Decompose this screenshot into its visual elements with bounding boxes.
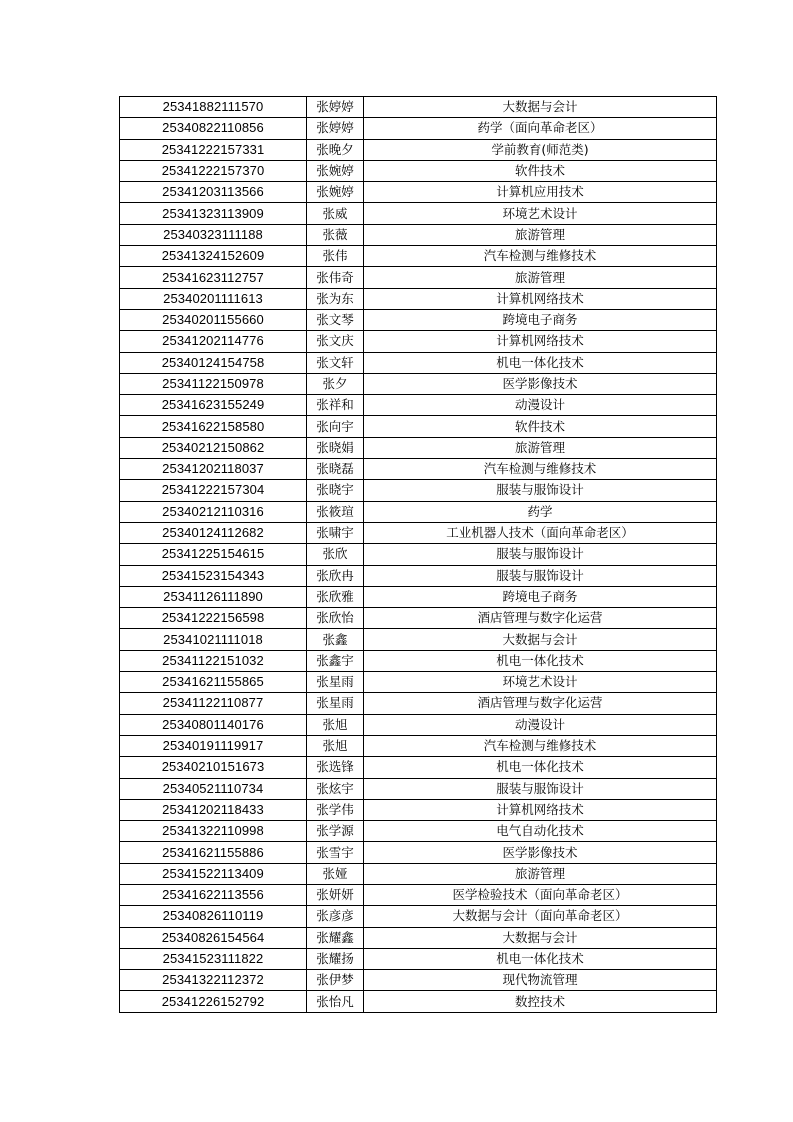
table-row [120,522,717,543]
candidate-id-cell: 25341202114776 [120,331,307,352]
candidate-id-cell: 25341122110877 [120,693,307,714]
major-cell: 汽车检测与维修技术 [364,735,717,756]
candidate-id-cell: 25341222157304 [120,480,307,501]
candidate-id-cell: 25340212150862 [120,437,307,458]
candidate-id-cell: 25341621155865 [120,672,307,693]
major-cell: 电气自动化技术 [364,821,717,842]
major-cell: 现代物流管理 [364,970,717,991]
table-row [120,139,717,160]
major-cell: 服装与服饰设计 [364,778,717,799]
table-row [120,395,717,416]
candidate-id-cell: 25340191119917 [120,735,307,756]
student-name-cell: 张晚夕 [307,139,364,160]
student-name-cell: 张威 [307,203,364,224]
candidate-id-cell: 25341622158580 [120,416,307,437]
candidate-id-cell: 25341882111570 [120,97,307,118]
candidate-id-cell: 25341122150978 [120,373,307,394]
candidate-id-cell: 25341522113409 [120,863,307,884]
student-name-cell: 张耀鑫 [307,927,364,948]
table-row [120,757,717,778]
table-row [120,118,717,139]
major-cell: 酒店管理与数字化运营 [364,608,717,629]
student-name-cell: 张夕 [307,373,364,394]
major-cell: 环境艺术设计 [364,672,717,693]
major-cell: 医学检验技术（面向革命老区） [364,884,717,905]
candidate-id-cell: 25340801140176 [120,714,307,735]
student-name-cell: 张耀扬 [307,948,364,969]
candidate-id-cell: 25340826154564 [120,927,307,948]
candidate-id-cell: 25341222157370 [120,160,307,181]
table-row [120,416,717,437]
student-name-cell: 张婉婷 [307,160,364,181]
candidate-id-cell: 25340212110316 [120,501,307,522]
candidate-id-cell: 25340521110734 [120,778,307,799]
candidate-id-cell: 25341623112757 [120,267,307,288]
candidate-id-cell: 25340826110119 [120,906,307,927]
major-cell: 旅游管理 [364,863,717,884]
table-row [120,97,717,118]
student-name-cell: 张伟奇 [307,267,364,288]
major-cell: 医学影像技术 [364,373,717,394]
student-name-cell: 张欣 [307,544,364,565]
student-name-cell: 张星雨 [307,693,364,714]
table-row [120,948,717,969]
student-name-cell: 张向宇 [307,416,364,437]
candidate-id-cell: 25340822110856 [120,118,307,139]
major-cell: 数控技术 [364,991,717,1012]
student-name-cell: 张旭 [307,735,364,756]
candidate-id-cell: 25341323113909 [120,203,307,224]
table-row [120,693,717,714]
student-name-cell: 张伟 [307,246,364,267]
student-name-cell: 张文庆 [307,331,364,352]
admission-list-body [120,97,717,1013]
student-name-cell: 张晓宇 [307,480,364,501]
student-name-cell: 张祥和 [307,395,364,416]
table-row [120,182,717,203]
major-cell: 软件技术 [364,416,717,437]
major-cell: 动漫设计 [364,395,717,416]
document-page [119,96,716,1013]
student-name-cell: 张啸宇 [307,522,364,543]
table-row [120,991,717,1012]
table-row [120,927,717,948]
major-cell: 服装与服饰设计 [364,480,717,501]
student-name-cell: 张炫宇 [307,778,364,799]
table-row [120,309,717,330]
student-name-cell: 张鑫 [307,629,364,650]
candidate-id-cell: 25341202118037 [120,459,307,480]
table-row [120,544,717,565]
student-name-cell: 张选锋 [307,757,364,778]
table-row [120,224,717,245]
candidate-id-cell: 25341122151032 [120,650,307,671]
major-cell: 环境艺术设计 [364,203,717,224]
admission-list-table [119,96,717,1013]
candidate-id-cell: 25341222157331 [120,139,307,160]
candidate-id-cell: 25341222156598 [120,608,307,629]
student-name-cell: 张星雨 [307,672,364,693]
major-cell: 药学 [364,501,717,522]
table-row [120,608,717,629]
major-cell: 药学（面向革命老区） [364,118,717,139]
student-name-cell: 张筱瑄 [307,501,364,522]
major-cell: 动漫设计 [364,714,717,735]
major-cell: 服装与服饰设计 [364,544,717,565]
table-row [120,501,717,522]
major-cell: 旅游管理 [364,224,717,245]
table-row [120,565,717,586]
candidate-id-cell: 25341226152792 [120,991,307,1012]
major-cell: 旅游管理 [364,267,717,288]
student-name-cell: 张鑫宇 [307,650,364,671]
student-name-cell: 张为东 [307,288,364,309]
major-cell: 机电一体化技术 [364,948,717,969]
student-name-cell: 张伊梦 [307,970,364,991]
major-cell: 工业机器人技术（面向革命老区） [364,522,717,543]
table-row [120,842,717,863]
major-cell: 酒店管理与数字化运营 [364,693,717,714]
major-cell: 大数据与会计（面向革命老区） [364,906,717,927]
student-name-cell: 张婉婷 [307,182,364,203]
table-row [120,714,717,735]
major-cell: 学前教育(师范类) [364,139,717,160]
candidate-id-cell: 25340124112682 [120,522,307,543]
major-cell: 大数据与会计 [364,97,717,118]
student-name-cell: 张妍妍 [307,884,364,905]
student-name-cell: 张欣怡 [307,608,364,629]
table-row [120,778,717,799]
candidate-id-cell: 25340201111613 [120,288,307,309]
major-cell: 机电一体化技术 [364,352,717,373]
student-name-cell: 张晓娟 [307,437,364,458]
candidate-id-cell: 25340124154758 [120,352,307,373]
major-cell: 机电一体化技术 [364,650,717,671]
major-cell: 大数据与会计 [364,927,717,948]
major-cell: 软件技术 [364,160,717,181]
student-name-cell: 张学源 [307,821,364,842]
student-name-cell: 张欣雅 [307,586,364,607]
student-name-cell: 张文琴 [307,309,364,330]
table-row [120,650,717,671]
student-name-cell: 张学伟 [307,799,364,820]
table-row [120,672,717,693]
candidate-id-cell: 25340323111188 [120,224,307,245]
candidate-id-cell: 25341202118433 [120,799,307,820]
major-cell: 旅游管理 [364,437,717,458]
table-row [120,246,717,267]
table-row [120,459,717,480]
table-row [120,735,717,756]
candidate-id-cell: 25340201155660 [120,309,307,330]
table-row [120,799,717,820]
major-cell: 计算机网络技术 [364,288,717,309]
table-row [120,480,717,501]
major-cell: 大数据与会计 [364,629,717,650]
student-name-cell: 张婷婷 [307,118,364,139]
candidate-id-cell: 25340210151673 [120,757,307,778]
student-name-cell: 张晓磊 [307,459,364,480]
table-row [120,437,717,458]
candidate-id-cell: 25341322112372 [120,970,307,991]
student-name-cell: 张文轩 [307,352,364,373]
table-row [120,821,717,842]
student-name-cell: 张彦彦 [307,906,364,927]
major-cell: 计算机网络技术 [364,331,717,352]
major-cell: 计算机应用技术 [364,182,717,203]
candidate-id-cell: 25341623155249 [120,395,307,416]
student-name-cell: 张雪宇 [307,842,364,863]
major-cell: 跨境电子商务 [364,586,717,607]
table-row [120,331,717,352]
candidate-id-cell: 25341621155886 [120,842,307,863]
candidate-id-cell: 25341225154615 [120,544,307,565]
table-row [120,906,717,927]
table-row [120,160,717,181]
table-row [120,970,717,991]
student-name-cell: 张娅 [307,863,364,884]
major-cell: 机电一体化技术 [364,757,717,778]
student-name-cell: 张怡凡 [307,991,364,1012]
candidate-id-cell: 25341021111018 [120,629,307,650]
student-name-cell: 张旭 [307,714,364,735]
candidate-id-cell: 25341324152609 [120,246,307,267]
major-cell: 汽车检测与维修技术 [364,459,717,480]
major-cell: 跨境电子商务 [364,309,717,330]
candidate-id-cell: 25341322110998 [120,821,307,842]
major-cell: 计算机网络技术 [364,799,717,820]
table-row [120,884,717,905]
candidate-id-cell: 25341523154343 [120,565,307,586]
student-name-cell: 张婷婷 [307,97,364,118]
candidate-id-cell: 25341622113556 [120,884,307,905]
table-row [120,863,717,884]
major-cell: 汽车检测与维修技术 [364,246,717,267]
table-row [120,288,717,309]
table-row [120,629,717,650]
table-row [120,203,717,224]
table-row [120,267,717,288]
table-row [120,586,717,607]
student-name-cell: 张欣冉 [307,565,364,586]
table-row [120,373,717,394]
candidate-id-cell: 25341523111822 [120,948,307,969]
student-name-cell: 张薇 [307,224,364,245]
candidate-id-cell: 25341126111890 [120,586,307,607]
candidate-id-cell: 25341203113566 [120,182,307,203]
major-cell: 服装与服饰设计 [364,565,717,586]
major-cell: 医学影像技术 [364,842,717,863]
table-row [120,352,717,373]
